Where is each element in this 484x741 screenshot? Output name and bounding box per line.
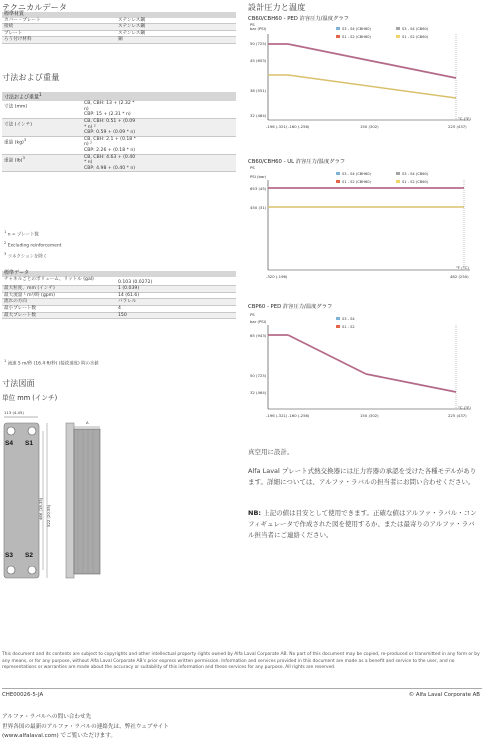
y-tick: 50 (725): [250, 41, 267, 46]
port-s2-icon: [28, 566, 36, 574]
dimension-drawing: [0, 405, 240, 585]
x-axis-label: °C (°F): [458, 405, 471, 410]
x-tick: 225 (437): [448, 124, 467, 129]
chart2-title: CB60/CBH60 - UL 許容圧力/温度グラフ: [248, 159, 346, 165]
footnote-mark: 3: [22, 154, 25, 160]
table-row: [2, 292, 236, 299]
port-s1-icon: [28, 427, 36, 435]
table-cell: 銅: [116, 37, 236, 44]
table-cell: n) ²: [84, 142, 93, 148]
tech-data-title: テクニカルデータ: [2, 3, 68, 12]
nb-body: 上記の値は目安として使用できます。正確な値はアルファ・ラバル・コンフィギュレータで作成された図を使用するか、または最寄りのアルファ・ラバル担当者にご連絡ください。: [248, 509, 477, 539]
materials-header: 標準材質: [2, 12, 236, 18]
table-cell: 重量 (lb): [4, 158, 23, 164]
table-cell: CBP: 15 + (2.31 * n): [84, 112, 131, 118]
corner-label: S3: [5, 552, 13, 559]
chart1-title: CB60/CBH60 - PED 許容圧力/温度グラフ: [248, 16, 349, 22]
y-tick: 653 (45): [250, 186, 267, 191]
footnote-1: $^1$ n = プレート数: [4, 230, 39, 238]
table-cell: CB, CBH: 0.51 + (0.09: [84, 119, 136, 125]
flow-footnote: $^1$ 流速 5 m/秒 (16.4 ft/秒) (接続速度) 時の水値: [4, 359, 99, 367]
height-dim-label: 522 (20.55): [46, 504, 51, 527]
copyright: © Alfa Laval Corporate AB: [408, 692, 480, 698]
nb-label: NB:: [248, 509, 261, 517]
legend-swatch: [336, 180, 340, 183]
table-cell: 流れの方向: [2, 299, 116, 306]
y-tick: 38 (551): [250, 88, 267, 93]
table-cell: ステンレス鋼: [116, 18, 236, 24]
corner-label: S1: [25, 440, 33, 447]
legend-swatch: [336, 172, 340, 175]
x-tick: 482 (250): [450, 274, 469, 279]
corner-label: S4: [5, 440, 13, 447]
y-tick: 65 (943): [250, 333, 267, 338]
contact-link[interactable]: (www.alfalaval.com) でご覧いただけます。: [2, 733, 116, 739]
table-cell: 0.103 (0.0272): [116, 277, 236, 286]
dims-header: 寸法および重量: [4, 94, 40, 101]
series-s12-line: [288, 75, 456, 98]
y-tick: 32 (464): [250, 390, 267, 395]
legend-swatch: [396, 180, 400, 183]
table-row: [2, 312, 236, 319]
series-line: [288, 335, 366, 374]
height-dim-label: 466 (18.35): [38, 497, 43, 520]
table-row: [2, 154, 236, 172]
table-row: [2, 101, 236, 118]
materials-table: [2, 12, 236, 44]
doc-id: CHE00026-5-JA: [2, 692, 44, 698]
legend-item: S1 - S2 (CBH60): [342, 35, 371, 39]
table-row: [2, 305, 236, 312]
x-tick: -160 (-256): [288, 124, 310, 129]
corner-label: S2: [25, 552, 33, 559]
table-row: [2, 119, 236, 137]
legend-swatch: [396, 35, 400, 38]
x-tick: -196 (-321): [266, 413, 288, 418]
table-cell: ステンレス鋼: [116, 30, 236, 37]
connection-pipe: [66, 423, 74, 578]
footnote-2: $^2$ Excluding reinforcement: [4, 241, 62, 249]
y-tick: 32 (464): [250, 113, 267, 118]
legend-item: S3 - S4 (CBH60): [342, 172, 371, 176]
x-tick: -160 (-256): [288, 413, 310, 418]
table-cell: プレート: [2, 30, 116, 37]
table-cell: チャネルごとのボリューム、リットル (gal): [2, 277, 116, 286]
vacuum-text: 真空用に設計。: [248, 448, 294, 456]
y-unit: PSI (bar): [250, 174, 267, 179]
table-cell: 最大プレート数: [2, 312, 116, 319]
table-row: [2, 277, 236, 286]
table-cell: カバー・プレート: [2, 18, 116, 24]
table-cell: 寸法 (mm): [4, 104, 28, 110]
side-dim-label: A: [86, 420, 89, 425]
table-cell: n): [84, 106, 89, 112]
dims-table: [2, 92, 236, 172]
table-row: [2, 299, 236, 306]
drawing-title: 寸法図面: [2, 379, 35, 388]
x-tick: 150 (302): [360, 413, 379, 418]
chart3: [248, 311, 480, 435]
table-cell: CBP: 4.98 + (0.40 * n): [84, 165, 136, 171]
drawing-unit: 単位 mm (インチ): [2, 394, 58, 402]
table-cell: 重量 (kg): [4, 140, 24, 146]
footnote-text: 流速 5 m/秒 (16.4 ft/秒) (接続速度) 時の水値: [7, 361, 99, 367]
x-axis-label: °F (°C): [456, 265, 469, 270]
footnote-3: $^3$ コネクションを除く: [4, 252, 48, 260]
table-cell: 最大粒度、mm (インチ): [2, 286, 116, 293]
legend-swatch: [336, 325, 340, 328]
x-tick: -196 (-321): [266, 124, 288, 129]
table-cell: 14 (61.6): [116, 292, 236, 299]
disclaimer: This document and its contents are subject to copyrights and other intellectual property rights owned by Alfa Laval Corporate AB. No part of this document may be copied, re-produced or transmitted in any form or by any means, or for any purpose, without Alfa Laval Corporate AB's prior express written permission. Information and services provided in this document are made as a benefit and service to the user, and no representations or warranties are made about the accuracy or suitability of this information and these services for any purpose. All rights are reserved.: [2, 652, 480, 670]
legend-item: S3 - S4 (CB60): [402, 172, 429, 176]
chart3-title: CBP60 - PED 許容圧力/温度グラフ: [248, 304, 333, 310]
table-cell: CB, CBH: 2.1 + (0.18 *: [84, 136, 136, 142]
dims-title: 寸法および重量: [2, 73, 60, 82]
y-tick: 45 (653): [250, 58, 267, 63]
port-s4-icon: [7, 427, 15, 435]
dims-header-sup: 1: [39, 92, 42, 97]
x-tick: -320 (-196): [266, 274, 288, 279]
legend-swatch: [336, 317, 340, 320]
chart2: [248, 166, 480, 290]
port-s3-icon: [7, 566, 15, 574]
ps-label: PS: [250, 166, 255, 170]
table-cell: CBP: 0.59 + (0.09 * n): [84, 130, 136, 136]
x-axis-label: °C (°F): [458, 116, 471, 121]
table-cell: 1 (0.039): [116, 286, 236, 293]
legend-item: S3 - S4 (CBH60): [342, 27, 371, 31]
series-s34-line: [288, 44, 456, 78]
x-tick: 150 (302): [360, 124, 379, 129]
table-cell: CB, CBH: 13 + (2.32 *: [84, 101, 135, 107]
right-title: 設計圧力と温度: [248, 3, 306, 12]
contact-heading: アルファ・ラバルへの問い合わせ先: [2, 714, 92, 720]
footer-divider: [2, 688, 482, 689]
series-line: [366, 374, 456, 392]
legend-item: S3 - S4: [342, 317, 355, 321]
legend-item: S1 - S2 (CB60): [402, 180, 429, 184]
approval-text: Alfa Laval プレート式熱交換器には圧力容器の承認を受けた各種モデルがあります。詳細については、アルファ・ラバルの担当者にお問い合わせください。: [248, 467, 477, 486]
table-cell: * n): [84, 160, 93, 166]
footnote-text: n = プレート数: [7, 232, 39, 238]
table-cell: 最大流量 ¹ m³/時 (gpm): [2, 292, 116, 299]
footnote-text: Excluding reinforcement: [7, 243, 62, 249]
table-row: [2, 136, 236, 154]
footnote-mark: 3: [23, 136, 27, 142]
legend-item: S1 - S2: [342, 325, 355, 329]
legend-swatch: [336, 35, 340, 38]
table-cell: 寸法 (インチ): [4, 122, 33, 128]
table-cell: ステンレス鋼: [116, 24, 236, 31]
table-row: [2, 286, 236, 293]
table-cell: 接続: [2, 24, 116, 31]
y-unit: bar (PSI): [250, 319, 267, 324]
legend-swatch: [396, 172, 400, 175]
legend-swatch: [396, 27, 400, 30]
std-header: 標準データ: [2, 271, 236, 277]
legend-swatch: [336, 27, 340, 30]
table-cell: パラレル: [116, 299, 236, 306]
footnote-text: コネクションを除く: [7, 254, 48, 260]
nb-text: [248, 508, 480, 541]
std-data-table: [2, 271, 236, 319]
legend-item: S1 - S2 (CB60): [402, 35, 429, 39]
contact-line: 世界各国の最新のアルファ・ラバルの連絡先は、弊社ウェブサイト: [2, 724, 169, 730]
table-cell: CB, CBH: 4.63 + (0.40: [84, 154, 136, 160]
table-cell: * n) ²: [84, 124, 96, 130]
x-tick: 225 (437): [448, 413, 467, 418]
chart1: [248, 22, 480, 144]
table-cell: CBP: 2.26 + (0.18 * n): [84, 148, 136, 153]
table-cell: ろう付け材料: [2, 37, 116, 44]
ps-label: PS: [250, 22, 255, 27]
table-cell: 150: [116, 312, 236, 319]
y-unit: bar (PSI): [250, 26, 267, 31]
ps-label: PS: [250, 312, 255, 317]
table-cell: 最小プレート数: [2, 305, 116, 312]
y-tick: 450 (31): [250, 205, 267, 210]
table-cell: 4: [116, 305, 236, 312]
y-tick: 50 (725): [250, 373, 267, 378]
legend-item: S3 - S4 (CB60): [402, 27, 429, 31]
legend-item: S1 - S2 (CBH60): [342, 180, 371, 184]
width-dim-label: 113 (4.45): [4, 410, 24, 415]
